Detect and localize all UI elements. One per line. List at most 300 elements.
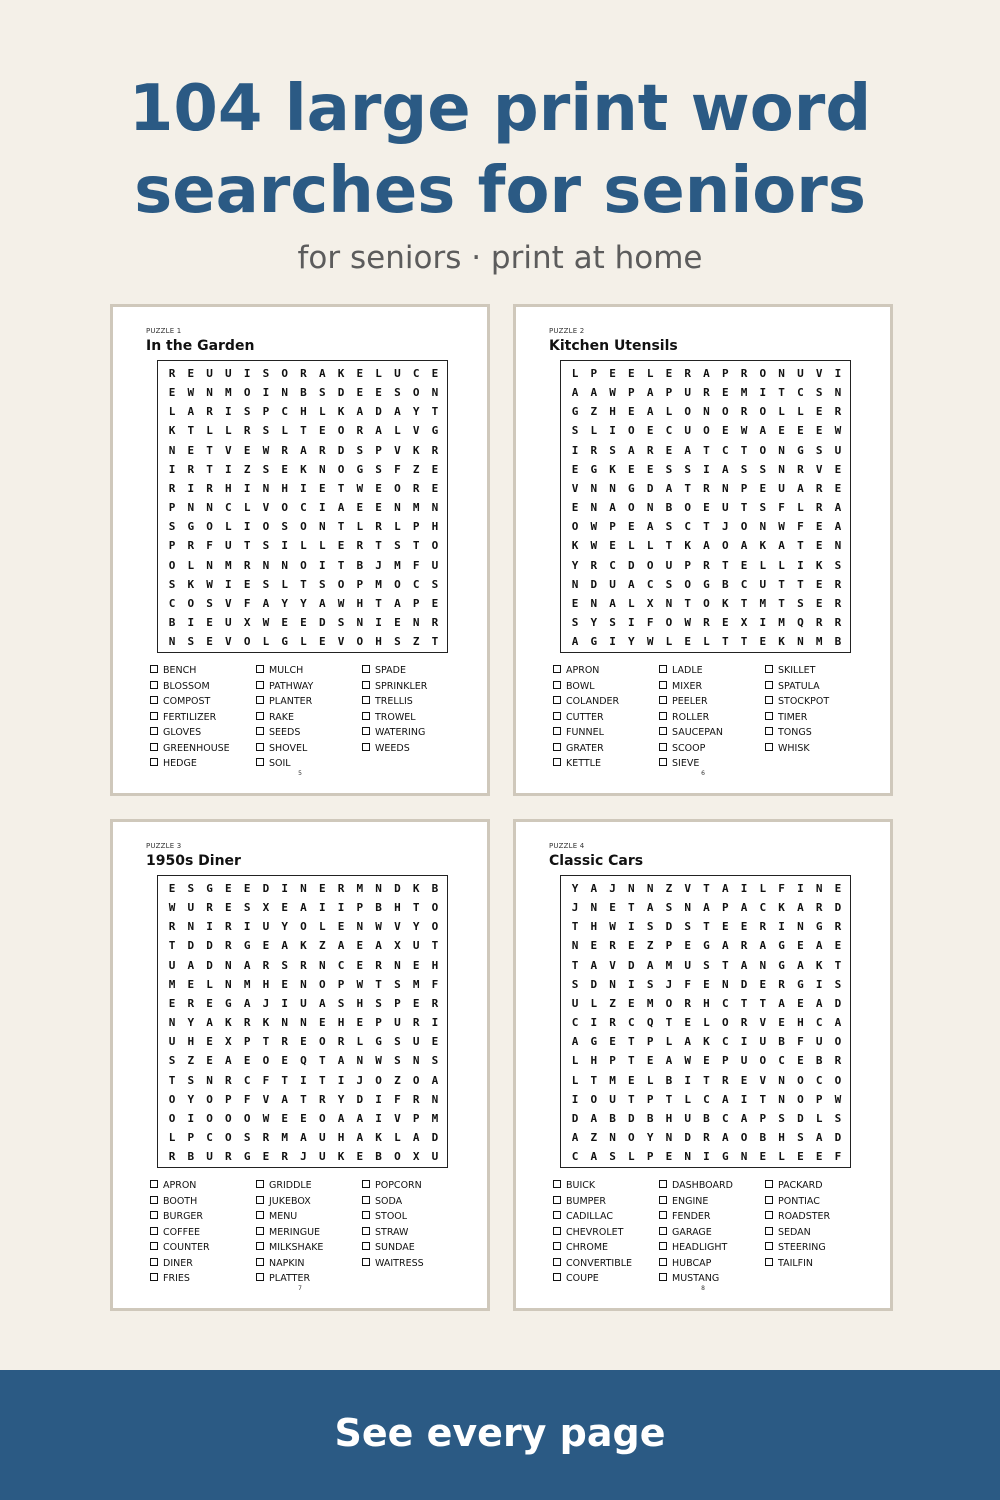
grid-letter: K xyxy=(609,462,616,476)
checkbox-icon[interactable] xyxy=(362,1242,370,1250)
checkbox-icon[interactable] xyxy=(256,743,264,751)
grid-letter: R xyxy=(168,1150,176,1164)
checkbox-icon[interactable] xyxy=(362,1196,370,1204)
grid-letter: S xyxy=(571,977,579,991)
grid-letter: N xyxy=(356,920,364,934)
grid-letter: H xyxy=(225,481,232,495)
grid-letter: S xyxy=(815,386,823,400)
grid-letter: S xyxy=(684,462,691,476)
grid-letter: T xyxy=(571,958,579,972)
grid-letter: E xyxy=(187,443,195,457)
checkbox-icon[interactable] xyxy=(362,727,370,735)
checkbox-icon[interactable] xyxy=(765,1227,773,1235)
checkbox-icon[interactable] xyxy=(553,1227,561,1235)
word-item xyxy=(765,695,829,711)
grid-row xyxy=(158,994,449,1014)
grid-letter: G xyxy=(243,1150,251,1164)
grid-letter: C xyxy=(703,1092,710,1106)
grid-letter: V xyxy=(759,1016,767,1030)
grid-letter: A xyxy=(721,462,729,476)
word-item xyxy=(150,1179,196,1195)
grid-letter: S xyxy=(168,520,176,534)
grid-letter: E xyxy=(797,424,804,438)
grid-letter: T xyxy=(628,901,635,915)
grid-letter: N xyxy=(318,520,326,534)
grid-letter: Q xyxy=(646,1016,654,1030)
word-label: PLANTER xyxy=(269,696,313,707)
grid-letter: N xyxy=(318,462,326,476)
grid-letter: A xyxy=(834,501,842,515)
checkbox-icon[interactable] xyxy=(659,1258,667,1266)
grid-row xyxy=(158,632,449,652)
grid-letter: U xyxy=(168,958,176,972)
grid-letter: G xyxy=(721,1150,729,1164)
checkbox-icon[interactable] xyxy=(659,1196,667,1204)
checkbox-icon[interactable] xyxy=(765,1180,773,1188)
checkbox-icon[interactable] xyxy=(256,665,264,673)
grid-letter: I xyxy=(300,1073,307,1087)
grid-letter: W xyxy=(646,635,654,649)
grid-letter: N xyxy=(281,558,288,572)
grid-letter: V xyxy=(815,367,823,380)
word-label: GRIDDLE xyxy=(269,1180,312,1191)
grid-letter: N xyxy=(684,901,691,915)
checkbox-icon[interactable] xyxy=(553,743,561,751)
checkbox-icon[interactable] xyxy=(765,1242,773,1250)
grid-letter: N xyxy=(703,405,710,419)
checkbox-icon[interactable] xyxy=(553,758,561,766)
grid-row xyxy=(158,1051,449,1071)
grid-letter: A xyxy=(721,939,729,953)
checkbox-icon[interactable] xyxy=(256,696,264,704)
grid-letter: T xyxy=(665,539,673,553)
checkbox-icon[interactable] xyxy=(150,743,158,751)
checkbox-icon[interactable] xyxy=(659,681,667,689)
checkbox-icon[interactable] xyxy=(553,727,561,735)
checkbox-icon[interactable] xyxy=(362,712,370,720)
checkbox-icon[interactable] xyxy=(150,1258,158,1266)
grid-letter: K xyxy=(187,577,195,591)
grid-letter: B xyxy=(375,901,382,915)
checkbox-icon[interactable] xyxy=(150,1227,158,1235)
grid-letter: L xyxy=(703,635,710,649)
grid-letter: E xyxy=(815,577,823,591)
grid-letter: O xyxy=(337,424,345,438)
checkbox-icon[interactable] xyxy=(150,681,158,689)
grid-letter: N xyxy=(721,481,729,495)
grid-letter: L xyxy=(168,405,176,419)
word-item xyxy=(256,726,300,742)
word-item xyxy=(765,664,815,680)
checkbox-icon[interactable] xyxy=(659,758,667,766)
puzzle-label: PUZZLE 3 xyxy=(146,842,182,850)
grid-letter: N xyxy=(281,1016,288,1030)
checkbox-icon[interactable] xyxy=(765,712,773,720)
grid-letter: B xyxy=(646,1111,654,1125)
grid-letter: T xyxy=(412,901,420,915)
grid-letter: E xyxy=(394,615,401,629)
grid-letter: R xyxy=(300,367,307,380)
grid-letter: S xyxy=(665,577,673,591)
checkbox-icon[interactable] xyxy=(256,758,264,766)
grid-letter: O xyxy=(187,596,195,610)
grid-letter: E xyxy=(590,939,598,953)
grid-letter: N xyxy=(759,520,767,534)
grid-letter: R xyxy=(703,386,710,400)
grid-letter: R xyxy=(356,539,364,553)
grid-letter: O xyxy=(206,1092,213,1106)
checkbox-icon[interactable] xyxy=(362,743,370,751)
grid-letter: G xyxy=(703,577,710,591)
word-label: BENCH xyxy=(163,665,197,676)
checkbox-icon[interactable] xyxy=(150,1273,158,1281)
word-item xyxy=(150,726,201,742)
checkbox-icon[interactable] xyxy=(150,1242,158,1250)
grid-letter: L xyxy=(665,405,673,419)
grid-letter: I xyxy=(318,558,326,572)
grid-letter: Z xyxy=(187,1054,195,1068)
grid-row xyxy=(561,402,852,422)
grid-letter: O xyxy=(665,996,673,1010)
checkbox-icon[interactable] xyxy=(362,1211,370,1219)
checkbox-icon[interactable] xyxy=(553,1196,561,1204)
grid-letter: L xyxy=(318,405,326,419)
puzzle-card-2[interactable] xyxy=(513,304,893,796)
grid-letter: E xyxy=(431,596,439,610)
grid-letter: E xyxy=(300,615,307,629)
grid-letter: P xyxy=(187,1130,195,1144)
checkbox-icon[interactable] xyxy=(256,1227,264,1235)
grid-letter: Z xyxy=(318,939,326,953)
checkbox-icon[interactable] xyxy=(362,665,370,673)
grid-letter: L xyxy=(571,1054,579,1068)
grid-letter: O xyxy=(168,558,176,572)
checkbox-icon[interactable] xyxy=(256,1273,264,1281)
grid-letter: U xyxy=(797,367,804,380)
checkbox-icon[interactable] xyxy=(765,1196,773,1204)
word-item xyxy=(765,1257,813,1273)
word-label: SIEVE xyxy=(672,758,700,769)
grid-row xyxy=(158,402,449,422)
checkbox-icon[interactable] xyxy=(765,665,773,673)
grid-letter: P xyxy=(721,1054,729,1068)
grid-letter: K xyxy=(262,1016,270,1030)
checkbox-icon[interactable] xyxy=(553,1242,561,1250)
grid-letter: R xyxy=(431,996,439,1010)
word-label: MULCH xyxy=(269,665,304,676)
word-item xyxy=(553,1241,608,1257)
grid-letter: E xyxy=(571,596,579,610)
grid-letter: E xyxy=(797,996,804,1010)
grid-letter: I xyxy=(797,882,804,895)
grid-letter: W xyxy=(356,481,364,495)
grid-letter: N xyxy=(590,501,598,515)
grid-letter: R xyxy=(815,901,823,915)
grid-letter: R xyxy=(815,615,823,629)
grid-letter: S xyxy=(394,635,401,649)
checkbox-icon[interactable] xyxy=(553,1273,561,1281)
word-label: WHISK xyxy=(778,742,810,754)
grid-letter: B xyxy=(665,1073,673,1087)
grid-letter: U xyxy=(684,1111,691,1125)
checkbox-icon[interactable] xyxy=(150,712,158,720)
checkbox-icon[interactable] xyxy=(765,743,773,751)
grid-letter: M xyxy=(646,996,654,1010)
grid-row xyxy=(158,364,449,384)
see-every-page-button[interactable]: See every page xyxy=(334,1411,666,1455)
word-item xyxy=(553,1257,632,1273)
grid-letter: R xyxy=(590,443,598,457)
checkbox-icon[interactable] xyxy=(553,696,561,704)
grid-letter: J xyxy=(356,1073,364,1087)
checkbox-icon[interactable] xyxy=(659,696,667,704)
grid-letter: A xyxy=(571,1130,579,1144)
grid-letter: A xyxy=(721,1130,729,1144)
grid-letter: D xyxy=(797,1111,804,1125)
grid-letter: H xyxy=(375,635,382,649)
checkbox-icon[interactable] xyxy=(150,665,158,673)
grid-letter: R xyxy=(834,405,842,419)
word-label: COMPOST xyxy=(163,696,211,707)
checkbox-icon[interactable] xyxy=(553,1211,561,1219)
word-label: LADLE xyxy=(672,665,703,676)
word-list xyxy=(150,1179,470,1291)
grid-letter: S xyxy=(740,462,748,476)
grid-letter: A xyxy=(721,1092,729,1106)
grid-letter: I xyxy=(168,462,176,476)
checkbox-icon[interactable] xyxy=(362,696,370,704)
puzzle-card-3[interactable] xyxy=(110,819,490,1311)
grid-letter: A xyxy=(281,939,288,953)
grid-row xyxy=(561,936,852,956)
grid-letter: S xyxy=(703,958,710,972)
grid-letter: E xyxy=(797,1150,804,1164)
checkbox-icon[interactable] xyxy=(659,1273,667,1281)
grid-letter: A xyxy=(394,405,401,419)
grid-letter: A xyxy=(703,539,710,553)
grid-letter: T xyxy=(628,1092,635,1106)
checkbox-icon[interactable] xyxy=(553,1180,561,1188)
word-label: PONTIAC xyxy=(778,1195,820,1207)
grid-letter: A xyxy=(646,520,654,534)
grid-letter: A xyxy=(337,939,345,953)
grid-letter: U xyxy=(665,558,673,572)
checkbox-icon[interactable] xyxy=(256,727,264,735)
puzzle-title: In the Garden xyxy=(146,338,255,354)
grid-letter: W xyxy=(187,386,195,400)
checkbox-icon[interactable] xyxy=(659,712,667,720)
grid-letter: N xyxy=(778,462,785,476)
checkbox-icon[interactable] xyxy=(256,1196,264,1204)
puzzle-card-4[interactable] xyxy=(513,819,893,1311)
grid-letter: G xyxy=(590,462,598,476)
grid-letter: J xyxy=(609,882,616,895)
grid-letter: P xyxy=(412,520,420,534)
checkbox-icon[interactable] xyxy=(659,1211,667,1219)
grid-row xyxy=(561,556,852,576)
grid-letter: R xyxy=(281,1035,288,1049)
checkbox-icon[interactable] xyxy=(659,743,667,751)
checkbox-icon[interactable] xyxy=(553,665,561,673)
grid-letter: T xyxy=(337,520,345,534)
checkbox-icon[interactable] xyxy=(256,1211,264,1219)
checkbox-icon[interactable] xyxy=(765,696,773,704)
checkbox-icon[interactable] xyxy=(150,1180,158,1188)
checkbox-icon[interactable] xyxy=(256,1242,264,1250)
checkbox-icon[interactable] xyxy=(256,1258,264,1266)
grid-letter: M xyxy=(281,1130,288,1144)
grid-letter: O xyxy=(300,558,307,572)
checkbox-icon[interactable] xyxy=(765,1211,773,1219)
checkbox-icon[interactable] xyxy=(256,681,264,689)
checkbox-icon[interactable] xyxy=(150,758,158,766)
grid-letter: E xyxy=(721,920,729,934)
grid-letter: I xyxy=(740,882,748,895)
grid-letter: R xyxy=(225,939,232,953)
grid-letter: S xyxy=(337,996,345,1010)
checkbox-icon[interactable] xyxy=(659,1242,667,1250)
grid-letter: P xyxy=(646,1150,654,1164)
word-label: COFFEE xyxy=(163,1226,201,1238)
checkbox-icon[interactable] xyxy=(362,1227,370,1235)
grid-letter: N xyxy=(225,958,232,972)
grid-letter: G xyxy=(628,481,635,495)
grid-letter: S xyxy=(609,443,616,457)
grid-row xyxy=(158,613,449,633)
grid-letter: S xyxy=(759,501,767,515)
word-list xyxy=(553,664,873,776)
checkbox-icon[interactable] xyxy=(659,665,667,673)
word-label: CUTTER xyxy=(566,711,604,723)
grid-letter: D xyxy=(375,405,382,419)
grid-letter: L xyxy=(778,1150,785,1164)
grid-letter: P xyxy=(412,596,420,610)
grid-letter: G xyxy=(797,443,804,457)
word-label: PEELER xyxy=(672,696,708,707)
grid-letter: E xyxy=(206,635,213,649)
grid-letter: N xyxy=(431,501,439,515)
word-label: PACKARD xyxy=(778,1180,823,1191)
checkbox-icon[interactable] xyxy=(150,1196,158,1204)
checkbox-icon[interactable] xyxy=(765,1258,773,1266)
checkbox-icon[interactable] xyxy=(553,1258,561,1266)
grid-letter: J xyxy=(300,1150,307,1164)
grid-letter: R xyxy=(609,939,616,953)
checkbox-icon[interactable] xyxy=(362,681,370,689)
checkbox-icon[interactable] xyxy=(765,727,773,735)
grid-letter: C xyxy=(300,501,307,515)
grid-letter: K xyxy=(168,424,176,438)
grid-letter: T xyxy=(168,939,176,953)
grid-letter: I xyxy=(225,577,232,591)
checkbox-icon[interactable] xyxy=(765,681,773,689)
grid-letter: R xyxy=(721,1073,729,1087)
grid-letter: R xyxy=(797,462,804,476)
grid-letter: U xyxy=(834,443,842,457)
word-label: TROWEL xyxy=(375,711,416,723)
grid-letter: E xyxy=(300,1111,307,1125)
grid-letter: H xyxy=(187,1035,195,1049)
checkbox-icon[interactable] xyxy=(553,712,561,720)
checkbox-icon[interactable] xyxy=(362,1258,370,1266)
grid-letter: S xyxy=(318,386,326,400)
checkbox-icon[interactable] xyxy=(659,1180,667,1188)
grid-letter: P xyxy=(609,520,616,534)
grid-letter: I xyxy=(703,1150,710,1164)
checkbox-icon[interactable] xyxy=(553,681,561,689)
word-item xyxy=(553,742,604,758)
checkbox-icon[interactable] xyxy=(256,712,264,720)
grid-letter: E xyxy=(571,501,579,515)
checkbox-icon[interactable] xyxy=(659,727,667,735)
grid-letter: U xyxy=(206,1150,213,1164)
grid-row xyxy=(158,936,449,956)
checkbox-icon[interactable] xyxy=(150,727,158,735)
word-label: MERINGUE xyxy=(269,1226,321,1238)
grid-letter: R xyxy=(375,520,382,534)
word-item xyxy=(659,664,703,680)
grid-row xyxy=(158,898,449,918)
grid-letter: R xyxy=(740,1016,748,1030)
grid-letter: N xyxy=(300,977,307,991)
grid-letter: A xyxy=(815,996,823,1010)
checkbox-icon[interactable] xyxy=(659,1227,667,1235)
puzzle-card-1[interactable] xyxy=(110,304,490,796)
grid-letter: T xyxy=(740,996,748,1010)
checkbox-icon[interactable] xyxy=(362,1180,370,1188)
grid-letter: K xyxy=(778,635,785,649)
word-item xyxy=(150,1241,210,1257)
headline xyxy=(0,68,1000,232)
grid-letter: N xyxy=(206,501,213,515)
grid-letter: Z xyxy=(412,635,420,649)
grid-letter: N xyxy=(609,481,616,495)
grid-letter: P xyxy=(337,977,345,991)
grid-letter: T xyxy=(665,1092,673,1106)
grid-letter: E xyxy=(834,882,842,895)
word-label: SPADE xyxy=(375,665,406,676)
word-item xyxy=(150,680,210,696)
grid-letter: R xyxy=(168,481,176,495)
grid-letter: N xyxy=(665,1130,673,1144)
grid-letter: U xyxy=(778,481,785,495)
grid-letter: T xyxy=(571,920,579,934)
grid-letter: A xyxy=(243,996,251,1010)
grid-letter: D xyxy=(740,977,748,991)
word-item xyxy=(659,680,702,696)
grid-letter: E xyxy=(815,520,823,534)
grid-letter: K xyxy=(815,558,823,572)
grid-letter: T xyxy=(797,539,804,553)
checkbox-icon[interactable] xyxy=(150,696,158,704)
grid-letter: P xyxy=(375,1016,382,1030)
checkbox-icon[interactable] xyxy=(256,1180,264,1188)
grid-letter: N xyxy=(262,558,270,572)
grid-letter: O xyxy=(628,1130,635,1144)
checkbox-icon[interactable] xyxy=(150,1211,158,1219)
grid-letter: E xyxy=(168,386,176,400)
grid-letter: E xyxy=(759,977,767,991)
grid-letter: R xyxy=(187,996,195,1010)
grid-letter: R xyxy=(281,1150,288,1164)
grid-letter: B xyxy=(759,1130,767,1144)
grid-letter: U xyxy=(394,367,401,380)
word-label: KETTLE xyxy=(566,758,601,769)
word-label: MENU xyxy=(269,1211,298,1222)
grid-letter: A xyxy=(703,367,710,380)
grid-letter: A xyxy=(375,424,382,438)
puzzle-title: Kitchen Utensils xyxy=(549,338,678,354)
